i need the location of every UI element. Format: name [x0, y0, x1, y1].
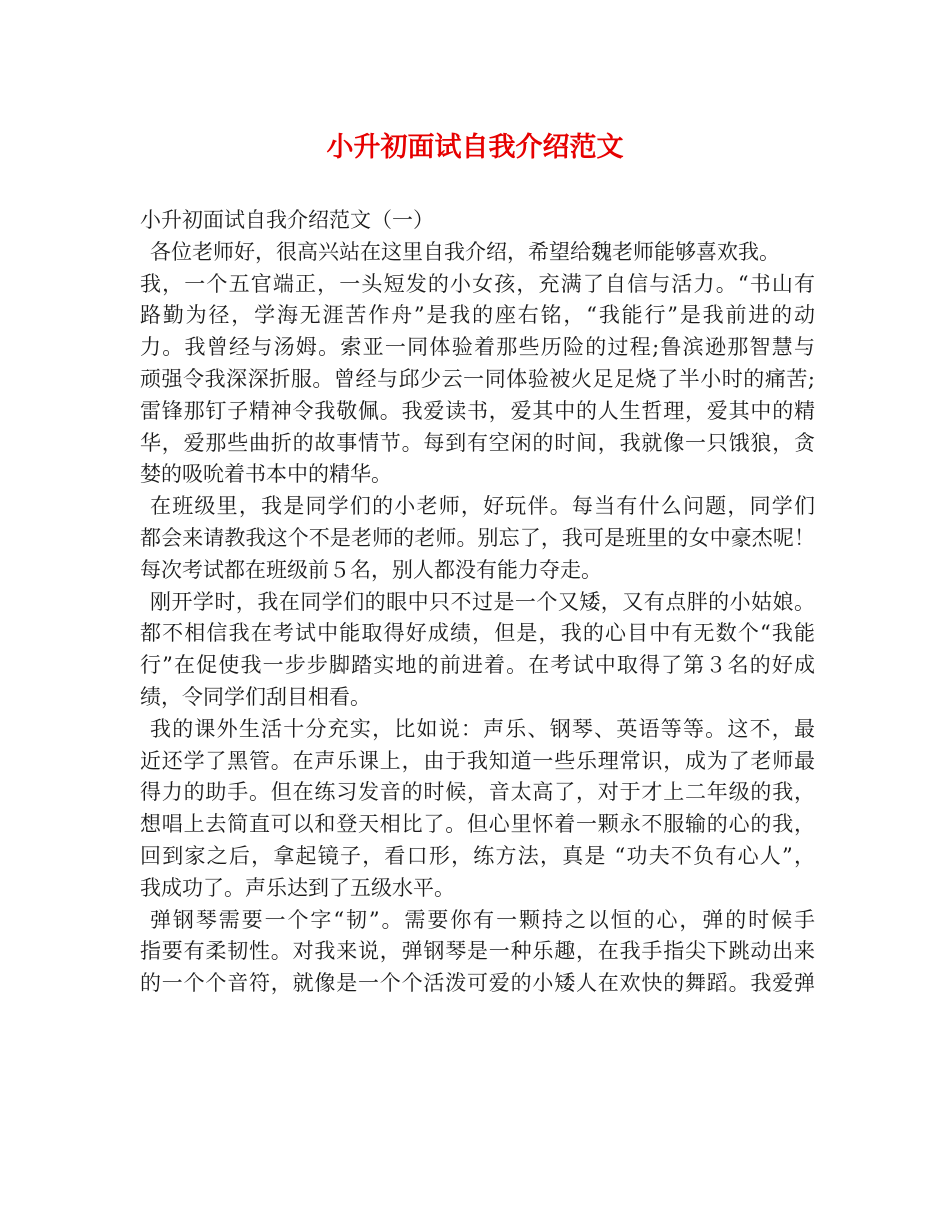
- text-line: 得力的助手。但在练习发音的时候，音太高了，对于才上二年级的我，: [140, 780, 815, 805]
- text-line: 绩，令同学们刮目相看。: [140, 684, 371, 709]
- text-line: 弹钢琴需要一个字“韧”。需要你有一颗持之以恒的心，弹的时候手: [150, 907, 815, 932]
- text-line: 婪的吸吮着书本中的精华。: [140, 462, 392, 487]
- text-line: 都会来请教我这个不是老师的老师。别忘了，我可是班里的女中豪杰呢！: [140, 525, 815, 550]
- text-line: 我成功了。声乐达到了五级水平。: [140, 875, 455, 900]
- text-line: 华，爱那些曲折的故事情节。每到有空闲的时间，我就像一只饿狼，贪: [140, 430, 815, 455]
- text-line: 近还学了黑管。在声乐课上，由于我知道一些乐理常识，成为了老师最: [140, 748, 815, 773]
- text-line: 路勤为径，学海无涯苦作舟”是我的座右铭，“我能行”是我前进的动: [140, 303, 815, 328]
- text-line: 雷锋那钉子精神令我敬佩。我爱读书，爱其中的人生哲理，爱其中的精: [140, 398, 815, 423]
- text-line: 在班级里，我是同学们的小老师，好玩伴。每当有什么问题，同学们: [150, 494, 815, 519]
- text-line: 顽强令我深深折服。曾经与邱少云一同体验被火足足烧了半小时的痛苦;: [140, 366, 815, 391]
- text-line: 每次考试都在班级前５名，别人都没有能力夺走。: [140, 557, 602, 582]
- document-title: 小升初面试自我介绍范文: [326, 132, 624, 163]
- text-line: 我的课外生活十分充实，比如说：声乐、钢琴、英语等等。这不，最: [150, 716, 815, 741]
- text-line: 的一个个音符，就像是一个个活泼可爱的小矮人在欢快的舞蹈。我爱弹: [140, 971, 815, 996]
- text-line: 指要有柔韧性。对我来说，弹钢琴是一种乐趣，在我手指尖下跳动出来: [140, 939, 815, 964]
- text-line: 都不相信我在考试中能取得好成绩，但是，我的心目中有无数个“我能: [140, 621, 815, 646]
- document-body: [140, 205, 815, 1000]
- text-line: 力。我曾经与汤姆。索亚一同体验着那些历险的过程;鲁滨逊那智慧与: [140, 335, 815, 360]
- text-line: 行”在促使我一步步脚踏实地的前进着。在考试中取得了第３名的好成: [140, 653, 815, 678]
- text-line: 想唱上去简直可以和登天相比了。但心里怀着一颗永不服输的心的我，: [140, 812, 815, 837]
- text-line: 各位老师好，很高兴站在这里自我介绍，希望给魏老师能够喜欢我。: [150, 239, 780, 264]
- text-line: 我，一个五官端正，一头短发的小女孩，充满了自信与活力。“书山有: [140, 271, 815, 296]
- text-line: 刚开学时，我在同学们的眼中只不过是一个又矮，又有点胖的小姑娘。: [150, 589, 815, 614]
- text-line: 回到家之后，拿起镜子，看口形，练方法，真是 “功夫不负有心人”，: [140, 843, 815, 868]
- text-line: 小升初面试自我介绍范文（一）: [140, 208, 434, 232]
